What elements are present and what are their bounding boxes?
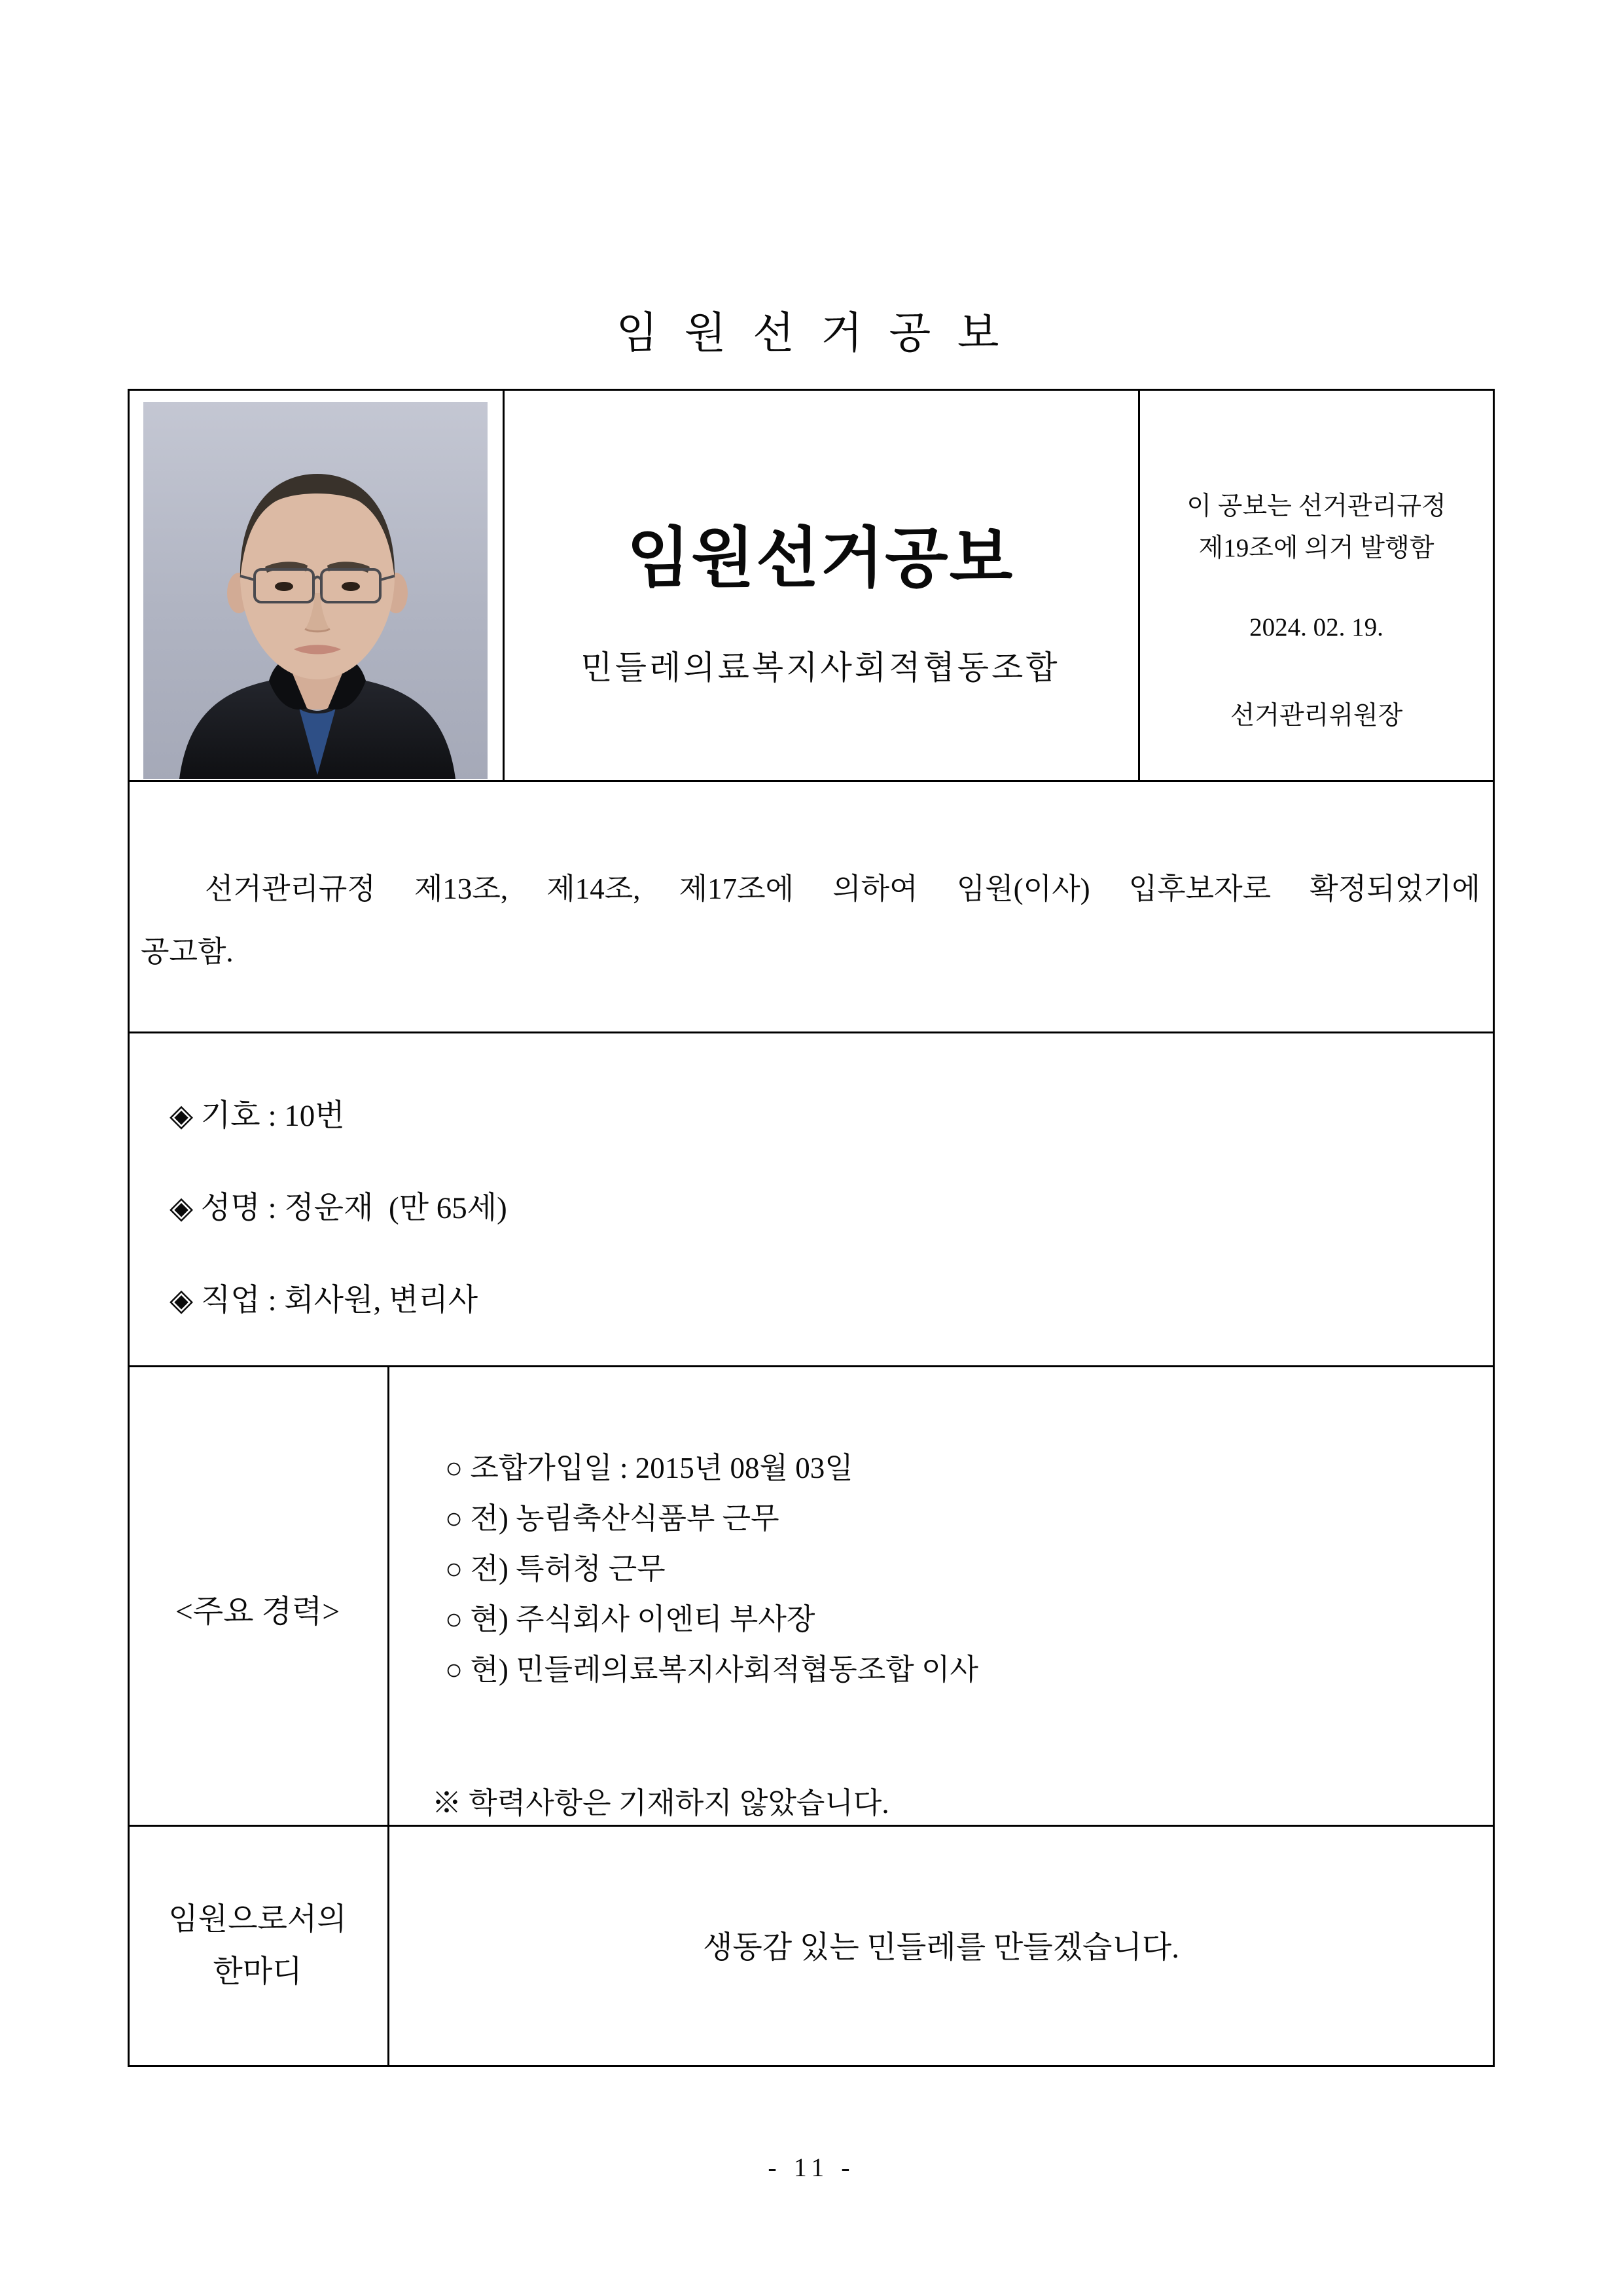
table-row-divider-announcement	[128, 1031, 1495, 1033]
issue-note-line2: 제19조에 의거 발행함	[1198, 534, 1435, 562]
candidate-symbol-line: ◈ 기호 : 10번	[169, 1099, 345, 1133]
announcement-line1: 선거관리규정 제13조, 제14조, 제17조에 의하여 임원(이사) 입후보자로 확정되었기에	[205, 872, 1480, 905]
career-item-former-ministry: ○ 전) 농림축산식품부 근무	[445, 1502, 779, 1535]
candidate-name-line: ◈ 성명 : 정운재 (만 65세)	[169, 1191, 507, 1225]
header-main-title: 임원선거공보	[626, 522, 1014, 595]
photo-eye-right	[342, 582, 360, 591]
career-item-current-director: ○ 현) 민들레의료복지사회적협동조합 이사	[445, 1653, 978, 1686]
page-number: - 11 -	[768, 2153, 855, 2182]
document-title: 임 원 선 거 공 보	[616, 310, 1007, 357]
table-row-divider-candidate	[128, 1365, 1495, 1367]
career-education-note: ※ 학력사항은 기재하지 않았습니다.	[432, 1787, 889, 1820]
table-row-divider-career	[128, 1825, 1495, 1827]
candidate-photo	[143, 402, 488, 779]
table-row-divider-header	[128, 780, 1495, 782]
career-item-current-vp: ○ 현) 주식회사 이엔티 부사장	[445, 1603, 815, 1636]
message-label-line2: 한마디	[213, 1955, 302, 1989]
career-item-former-patent-office: ○ 전) 특허청 근무	[445, 1552, 666, 1585]
career-item-join-date: ○ 조합가입일 : 2015년 08월 03일	[445, 1452, 853, 1484]
candidate-job-line: ◈ 직업 : 회사원, 변리사	[169, 1283, 478, 1318]
announcement-line2: 공고함.	[141, 935, 234, 968]
career-label: <주요 경력>	[175, 1594, 340, 1629]
photo-eye-left	[275, 582, 293, 591]
issue-date: 2024. 02. 19.	[1249, 613, 1383, 641]
message-label	[128, 1893, 387, 1998]
issue-note-line1: 이 공보는 선거관리규정	[1186, 492, 1446, 520]
issuer-title: 선거관리위원장	[1230, 702, 1403, 730]
message-content: 생동감 있는 민들레를 만들겠습니다.	[702, 1931, 1180, 1965]
message-label-line1: 임원으로서의	[168, 1903, 347, 1937]
header-org-name: 민들레의료복지사회적협동조합	[580, 649, 1060, 686]
